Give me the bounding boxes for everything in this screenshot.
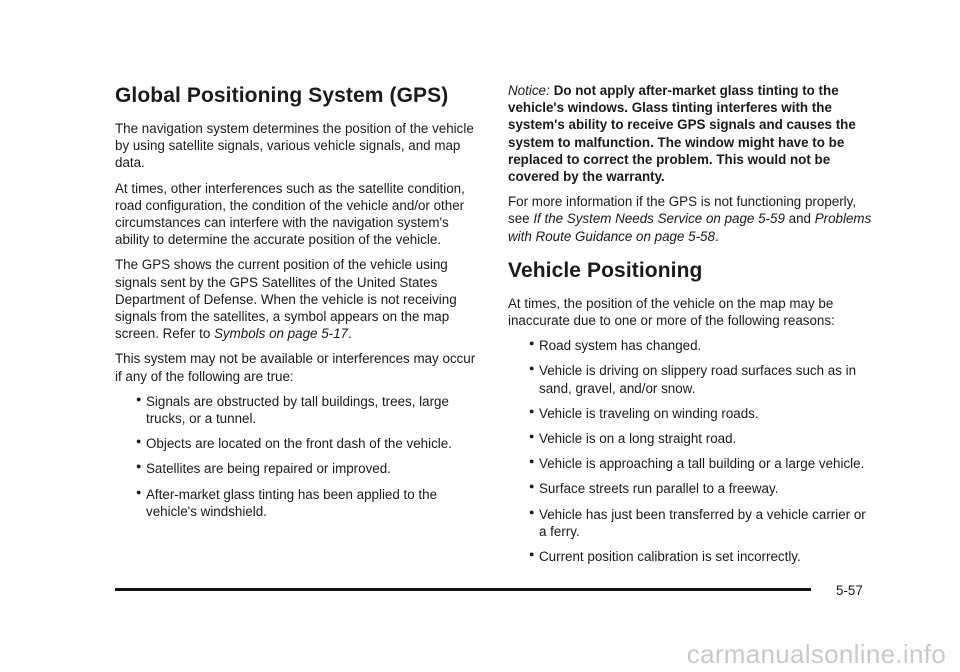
- list-item: [508, 337, 874, 354]
- bullet-icon: ●: [136, 486, 142, 497]
- notice-paragraph: [508, 82, 874, 185]
- left-column: [115, 82, 483, 528]
- list-item: [115, 460, 483, 477]
- bullet-icon: ●: [136, 393, 142, 404]
- list-item: [508, 430, 874, 447]
- list-item-text: Satellites are being repaired or improved.: [146, 461, 391, 477]
- footer-rule: [115, 588, 811, 591]
- watermark: carmanualsonline.info: [686, 639, 946, 669]
- right-column: [508, 82, 874, 573]
- service-page-reference[interactable]: If the System Needs Service on page 5-59: [533, 211, 785, 227]
- gps-paragraph-3-end: .: [348, 326, 352, 342]
- route-guidance-page-reference[interactable]: Problems with Route Guidance on page 5-58: [508, 211, 872, 244]
- bullet-icon: ●: [529, 431, 535, 442]
- gps-paragraph-3-text: The GPS shows the current position of the vehicle using signals sent by the GPS Satellites of the United States Department of Defense. When the vehicle is not receiving signals from the satellites, a symbol appears on the map screen. Refer to: [115, 257, 457, 342]
- vehicle-positioning-intro: At times, the position of the vehicle on the map may be inaccurate due to one or more of the following reasons:: [508, 295, 835, 329]
- list-item: [508, 480, 874, 497]
- list-item: [115, 393, 483, 427]
- list-item-text: Vehicle is driving on slippery road surfaces such as in sand, gravel, and/or snow.: [539, 363, 857, 396]
- bullet-icon: ●: [529, 405, 535, 416]
- list-item: [508, 506, 874, 540]
- list-item: [508, 548, 874, 565]
- gps-paragraph-1: The navigation system determines the position of the vehicle by using satellite signals, various vehicle signals, and map data.: [115, 121, 474, 171]
- list-item-text: Current position calibration is set incorrectly.: [539, 549, 801, 565]
- gps-paragraph-3: [115, 256, 483, 342]
- vehicle-positioning-heading: Vehicle Positioning: [508, 258, 703, 282]
- list-item: [508, 405, 874, 422]
- notice-label: Notice:: [508, 83, 550, 98]
- more-info-text: For more information if the GPS is not functioning properly, see: [508, 194, 857, 227]
- gps-paragraph-4: This system may not be available or interferences may occur if any of the following are true:: [115, 351, 476, 384]
- list-item: [115, 486, 483, 520]
- list-item-text: After-market glass tinting has been applied to the vehicle's windshield.: [146, 486, 438, 519]
- bullet-icon: ●: [529, 549, 535, 560]
- more-info-paragraph: [508, 193, 874, 245]
- notice-text: Do not apply after-market glass tinting to the vehicle's windows. Glass tinting interferes with the system's ability to receive GPS signals and causes the system to malfunction. The window might have to be replaced to correct the problem. This would not be covered by the warranty.: [508, 83, 856, 185]
- gps-heading: Global Positioning System (GPS): [115, 84, 449, 107]
- list-item-text: Vehicle has just been transferred by a vehicle carrier or a ferry.: [539, 506, 866, 539]
- bullet-icon: ●: [529, 456, 535, 467]
- interference-list: [115, 393, 483, 520]
- list-item: [508, 455, 874, 472]
- gps-paragraph-2: At times, other interferences such as the satellite condition, road configuration, the condition of the vehicle and/or other circumstances can interfere with the navigation system's ability to determine the accurate position of the vehicle.: [115, 180, 465, 248]
- list-item-text: Vehicle is approaching a tall building or a large vehicle.: [539, 456, 865, 472]
- list-item-text: Vehicle is traveling on winding roads.: [539, 405, 759, 421]
- list-item-text: Objects are located on the front dash of the vehicle.: [146, 436, 452, 452]
- bullet-icon: ●: [136, 436, 142, 447]
- list-item-text: Signals are obstructed by tall buildings, trees, large trucks, or a tunnel.: [146, 393, 449, 427]
- page-number: 5-57: [836, 583, 863, 598]
- list-item-text: Surface streets run parallel to a freeway.: [539, 481, 779, 497]
- bullet-icon: ●: [529, 506, 535, 517]
- bullet-icon: ●: [529, 338, 535, 349]
- list-item: [115, 435, 483, 452]
- list-item: [508, 362, 874, 396]
- inaccuracy-reasons-list: [508, 337, 874, 565]
- more-info-end: .: [714, 228, 719, 244]
- more-info-and: and: [784, 211, 815, 227]
- list-item-text: Road system has changed.: [539, 338, 702, 354]
- bullet-icon: ●: [529, 363, 535, 374]
- list-item-text: Vehicle is on a long straight road.: [539, 431, 737, 447]
- bullet-icon: ●: [136, 461, 142, 472]
- bullet-icon: ●: [529, 481, 535, 492]
- symbols-page-reference[interactable]: Symbols on page 5-17: [214, 326, 348, 342]
